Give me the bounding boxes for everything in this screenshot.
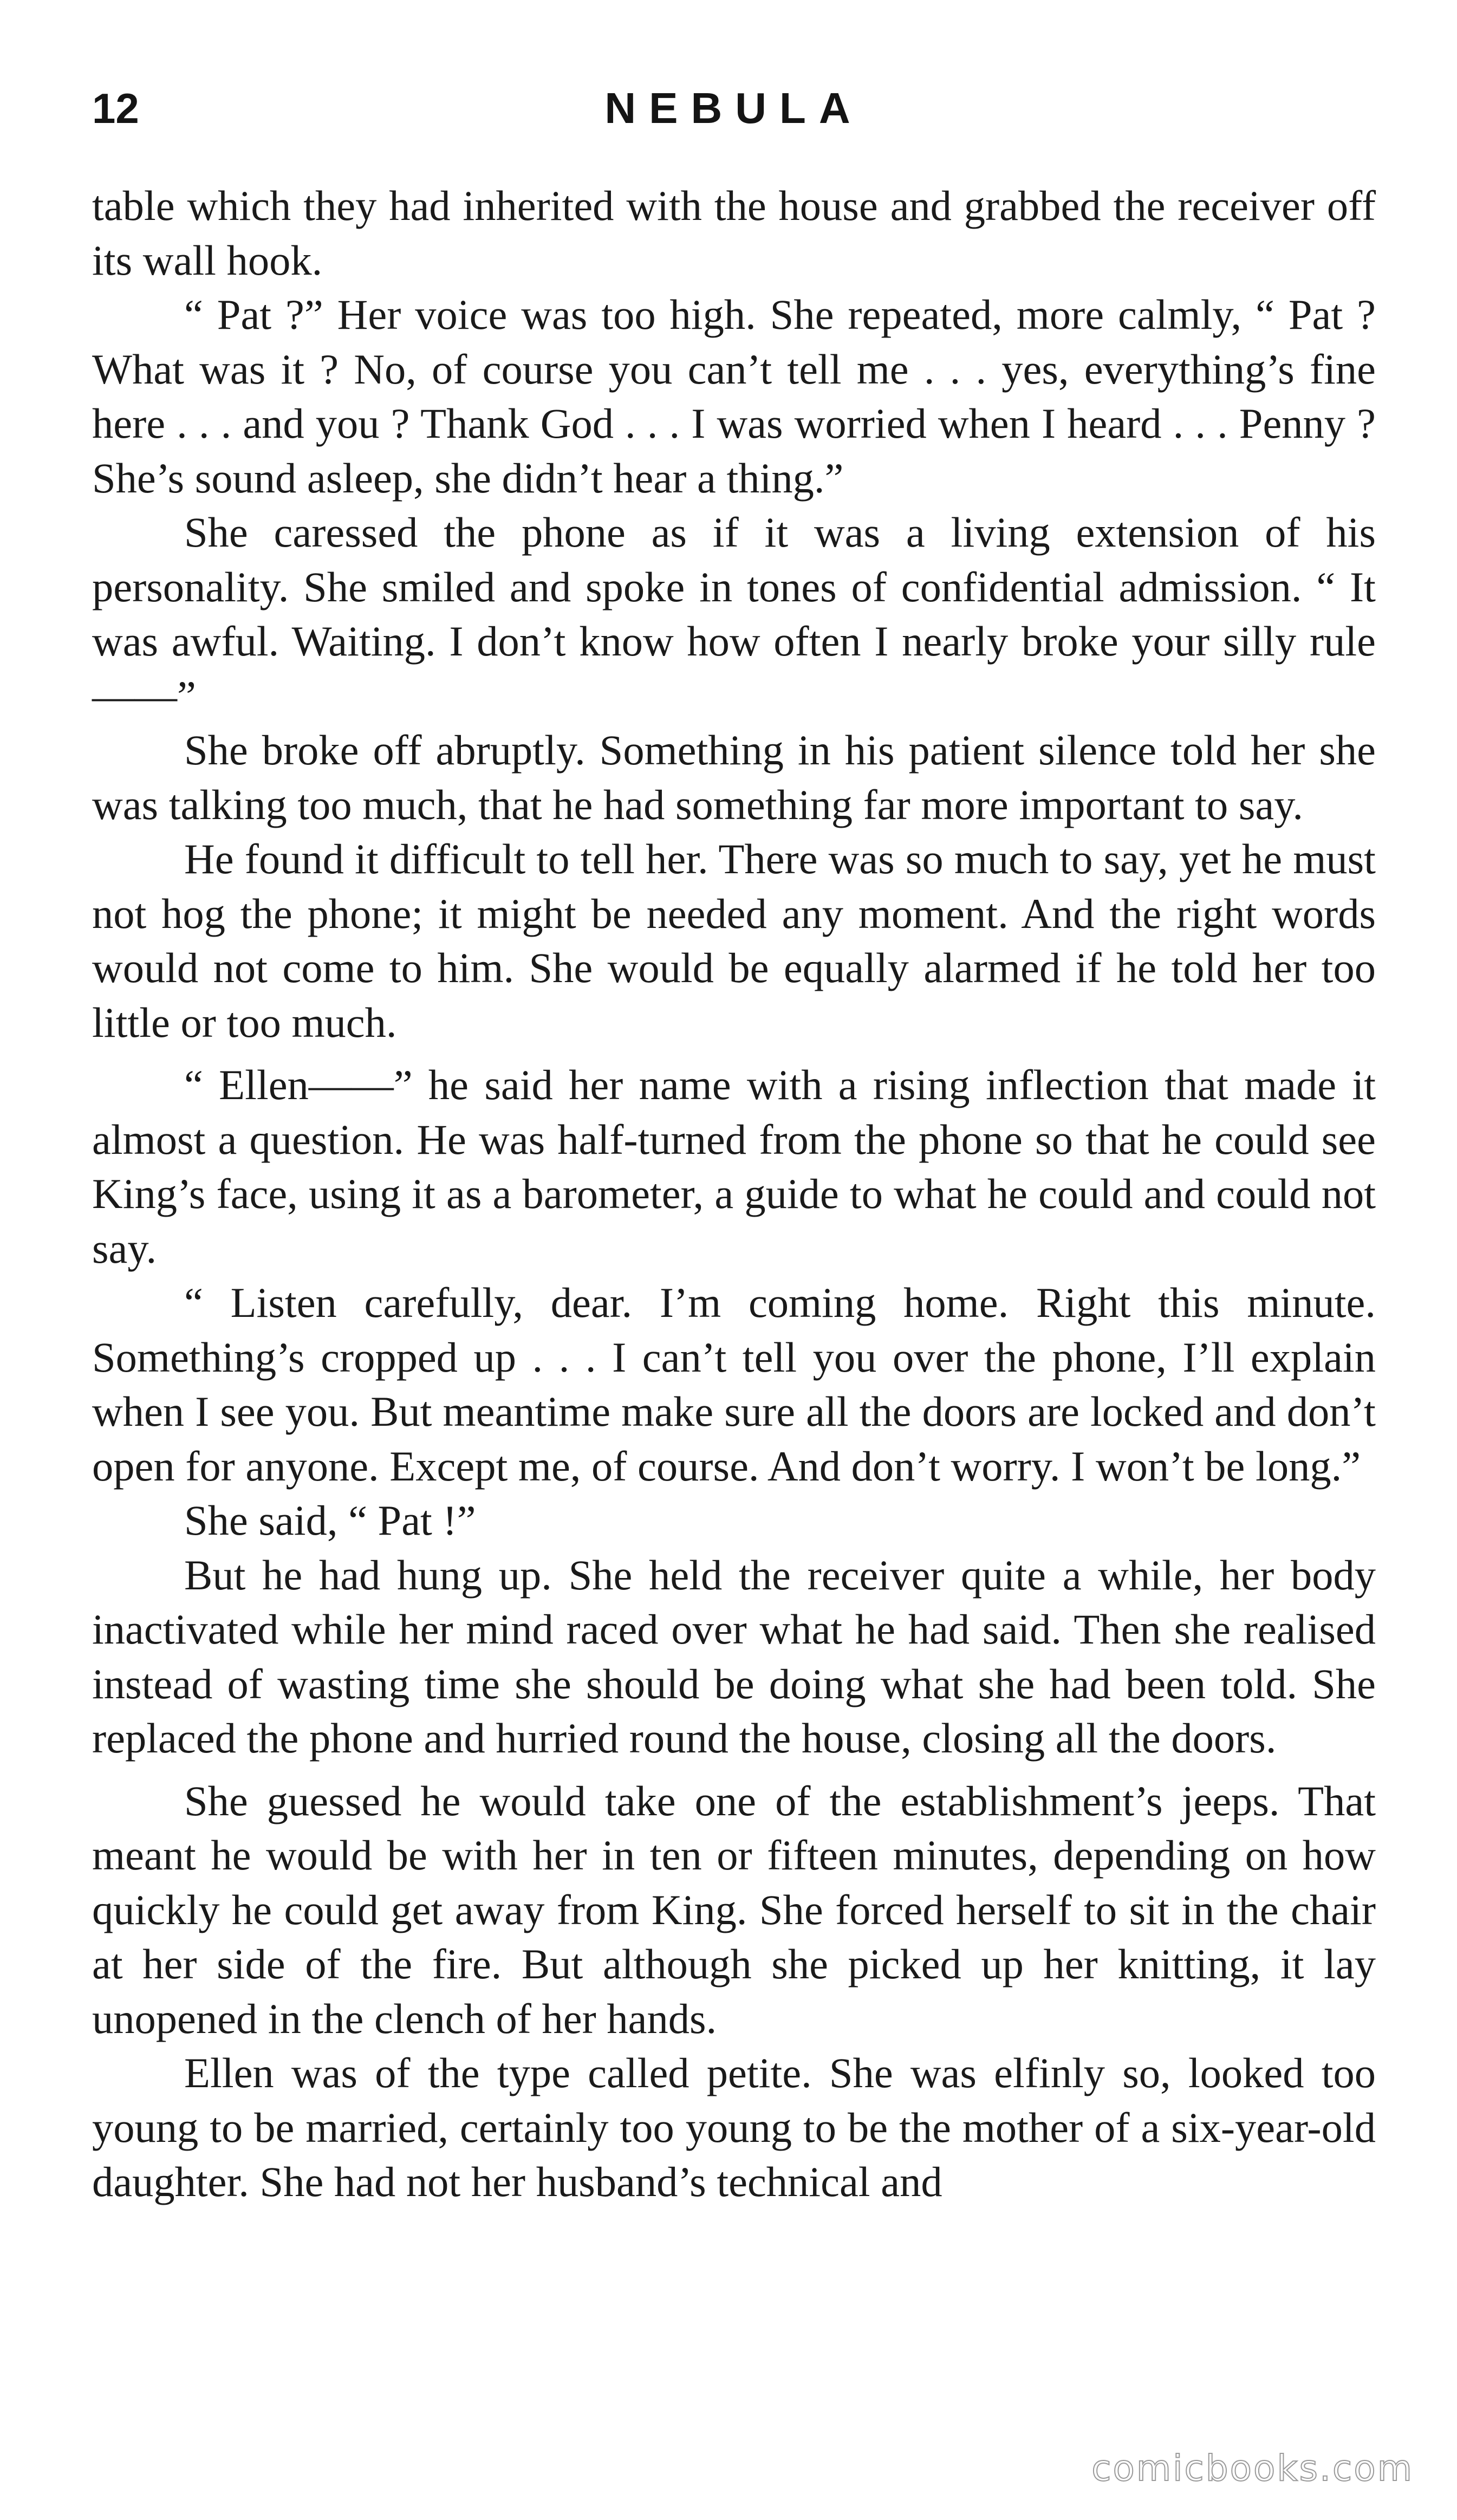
story-text: [92, 179, 1376, 2210]
magazine-title: NEBULA: [604, 84, 863, 132]
paragraph: She caressed the phone as if it was a living extension of his personality. She smiled and spoke in tones of confidential admission. “ It was awful. Waiting. I don’t know how often I nearly broke your silly rule——”: [92, 509, 1376, 719]
paragraph: She broke off abruptly. Something in his patient silence told her she was talking too much, that he had something far more important to say.: [92, 726, 1376, 828]
site-watermark: comicbooks.com: [1091, 2447, 1414, 2489]
paragraph: table which they had inherited with the house and grabbed the receiver off its wall hook.: [92, 182, 1376, 284]
paragraph: She said, “ Pat !”: [184, 1497, 476, 1544]
paragraph: “ Listen carefully, dear. I’m coming home. Right this minute. Something’s cropped up . . . I can’t tell you over the phone, I’ll explain when I see you. But meantime make sure all the doors are locked and don’t open for anyone. Except me, of course. And don’t worry. I won’t be long.”: [92, 1279, 1376, 1490]
paragraph: “ Ellen——” he said her name with a rising inflection that made it almost a question. He was half-turned from the phone so that he could see King’s face, using it as a barometer, a guide to what he could and could not say.: [92, 1061, 1376, 1272]
running-head: [92, 81, 1376, 146]
paragraph: He found it difficult to tell her. There was so much to say, yet he must not hog the phone; it might be needed any moment. And the right words would not come to him. She would be equally alarmed if he told her too little or too much.: [92, 835, 1376, 1046]
page-number: 12: [92, 85, 139, 132]
paragraph: Ellen was of the type called petite. She was elfinly so, looked too young to be married, certainly too young to be the mother of a six-year-old daughter. She had not her husband’s technical and: [92, 2049, 1376, 2205]
paragraph: She guessed he would take one of the establishment’s jeeps. That meant he would be with her in ten or fifteen minutes, depending on how quickly he could get away from King. She forced herself to sit in the chair at her side of the fire. But although she picked up her knitting, it lay unopened in the clench of her hands.: [92, 1777, 1376, 2042]
paragraph: “ Pat ?” Her voice was too high. She repeated, more calmly, “ Pat ? What was it ? No, of course you can’t tell me . . . yes, everything’s fine here . . . and you ? Thank God . . . I was worried when I heard . . . Penny ? She’s sound asleep, she didn’t hear a thing.”: [92, 291, 1376, 502]
paragraph: But he had hung up. She held the receiver quite a while, her body inactivated while her mind raced over what he had said. Then she realised instead of wasting time she should be doing what she had been told. She replaced the phone and hurried round the house, closing all the doors.: [92, 1551, 1376, 1762]
